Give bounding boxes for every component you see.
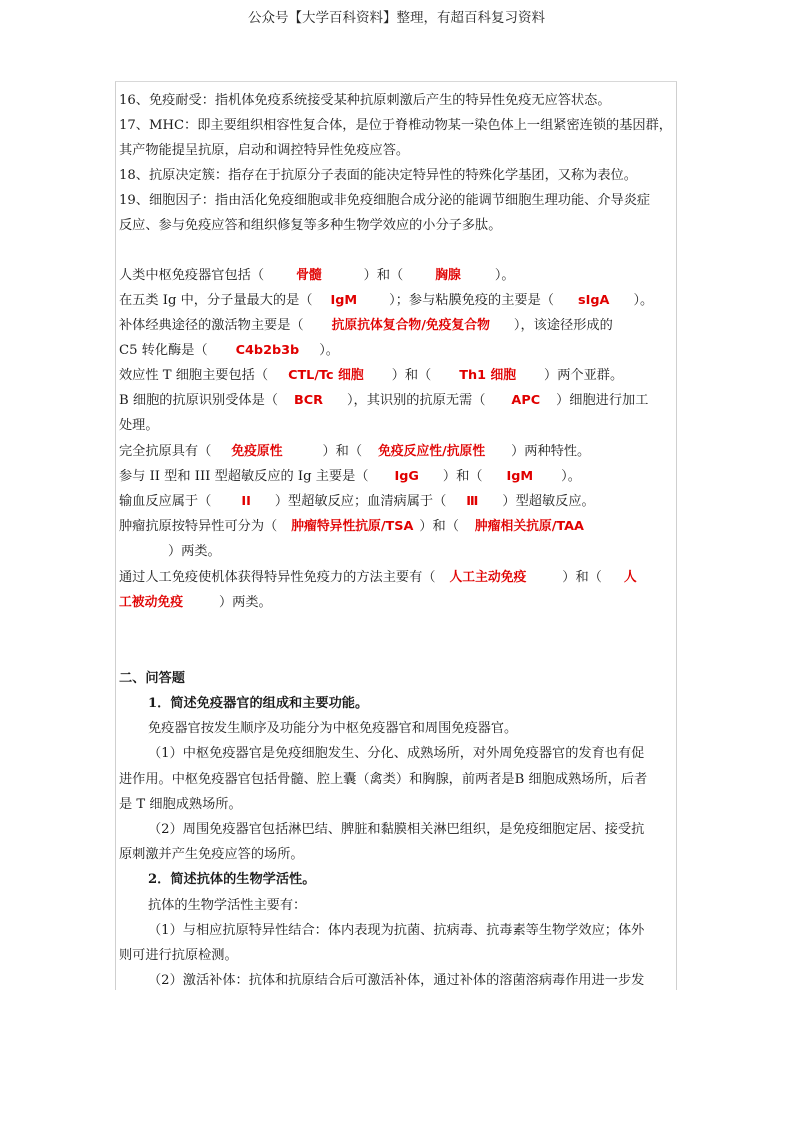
- answer: 人: [623, 570, 637, 585]
- answer-line: （1）与相应抗原特异性结合：体内表现为抗菌、抗病毒、抗毒素等生物学效应；体外: [148, 923, 645, 938]
- fill-question-9-cont: ）两类。: [168, 544, 221, 559]
- section-title: 二、问答题: [119, 671, 185, 686]
- answer-line: 是 T 细胞成熟场所。: [119, 797, 242, 812]
- fill-question-3: 补体经典途径的激活物主要是（ 抗原抗体复合物/免疫复合物 ），该途径形成的: [119, 318, 613, 333]
- fill-question-2: 在五类 Ig 中，分子量最大的是（ IgM ）；参与粘膜免疫的主要是（ sIgA ）。: [119, 293, 654, 308]
- answer-line: （1）中枢免疫器官是免疫细胞发生、分化、成熟场所，对外周免疫器官的发育也有促: [148, 746, 645, 761]
- answer-line: 免疫器官按发生顺序及功能分为中枢免疫器官和周围免疫器官。: [148, 721, 518, 736]
- page-header: 公众号【大学百科资料】整理，有超百科复习资料: [248, 10, 545, 26]
- answer: 肿瘤相关抗原/TAA: [474, 519, 584, 534]
- fill-question-7: 参与 II 型和 III 型超敏反应的 Ig 主要是（ IgG ）和（ IgM ）。: [119, 469, 581, 484]
- fill-question-8: 输血反应属于（ II ）型超敏反应；血清病属于（ Ⅲ ）型超敏反应。: [119, 494, 595, 509]
- definition-17-cont: 其产物能提呈抗原，启动和调控特异性免疫应答。: [119, 143, 410, 158]
- definition-17: 17、MHC：即主要组织相容性复合体，是位于脊椎动物某一染色体上一组紧密连锁的基因群，: [119, 118, 672, 133]
- answer: IgM: [330, 293, 358, 308]
- fill-question-3-cont: C5 转化酶是（ C4b2b3b ）。: [119, 343, 339, 358]
- answer: IgG: [394, 469, 419, 484]
- answer: BCR: [293, 393, 323, 408]
- answer-line: （2）激活补体：抗体和抗原结合后可激活补体，通过补体的溶菌溶病毒作用进一步发: [148, 973, 645, 988]
- answer-line: 则可进行抗原检测。: [119, 948, 238, 963]
- answer-line: 进作用。中枢免疫器官包括骨髓、腔上囊（禽类）和胸腺，前两者是B 细胞成熟场所，后者: [119, 772, 648, 787]
- question-2-title: 2．简述抗体的生物学活性。: [148, 872, 316, 887]
- answer: 胸腺: [435, 268, 461, 283]
- answer: 肿瘤特异性抗原/TSA: [291, 519, 414, 534]
- answer: 人工主动免疫: [449, 570, 527, 585]
- answer: 抗原抗体复合物/免疫复合物: [331, 318, 490, 333]
- fill-question-1: 人类中枢免疫器官包括（ 骨髓 ）和（ 胸腺 ）。: [119, 268, 515, 283]
- answer: 免疫反应性/抗原性: [378, 444, 486, 459]
- answer: 免疫原性: [231, 444, 283, 459]
- fill-question-4: 效应性 T 细胞主要包括（ CTL/Tc 细胞 ）和（ Th1 细胞 ）两个亚群。: [119, 368, 624, 383]
- definition-18: 18、抗原决定簇：指存在于抗原分子表面的能决定特异性的特殊化学基团，又称为表位。: [119, 168, 637, 183]
- answer: Th1 细胞: [459, 368, 517, 383]
- fill-question-5-cont: 处理。: [119, 418, 159, 433]
- definition-19: 19、细胞因子：指由活化免疫细胞或非免疫细胞合成分泌的能调节细胞生理功能、介导炎症: [119, 193, 651, 208]
- answer-line: 原刺激并产生免疫应答的场所。: [119, 847, 304, 862]
- answer: 工被动免疫: [119, 595, 183, 610]
- answer: II: [241, 494, 251, 509]
- fill-question-6: 完全抗原具有（ 免疫原性 ）和（ 免疫反应性/抗原性 ）两种特性。: [119, 444, 591, 459]
- answer: APC: [511, 393, 541, 408]
- fill-question-5: B 细胞的抗原识别受体是（ BCR ），其识别的抗原无需（ APC ）细胞进行加工: [119, 393, 649, 408]
- answer: C4b2b3b: [235, 343, 300, 358]
- definition-16: 16、免疫耐受：指机体免疫系统接受某种抗原刺激后产生的特异性免疫无应答状态。: [119, 93, 611, 108]
- fill-question-10: 通过人工免疫使机体获得特异性免疫力的方法主要有（ 人工主动免疫 ）和（ 人: [119, 570, 637, 585]
- answer: 骨髓: [296, 268, 322, 283]
- answer-line: 抗体的生物学活性主要有：: [148, 898, 307, 913]
- answer: Ⅲ: [466, 494, 479, 509]
- answer: IgM: [506, 469, 534, 484]
- answer: sIgA: [577, 293, 610, 308]
- definition-19-cont: 反应、参与免疫应答和组织修复等多种生物学效应的小分子多肽。: [119, 218, 502, 233]
- fill-question-9: 肿瘤抗原按特异性可分为（ 肿瘤特异性抗原/TSA ）和（ 肿瘤相关抗原/TAA: [119, 519, 584, 534]
- answer-line: （2）周围免疫器官包括淋巴结、脾脏和黏膜相关淋巴组织，是免疫细胞定居、接受抗: [148, 822, 645, 837]
- answer: CTL/Tc 细胞: [288, 368, 364, 383]
- question-1-title: 1．简述免疫器官的组成和主要功能。: [148, 696, 369, 711]
- fill-question-10-cont: 工被动免疫 ）两类。: [119, 595, 272, 610]
